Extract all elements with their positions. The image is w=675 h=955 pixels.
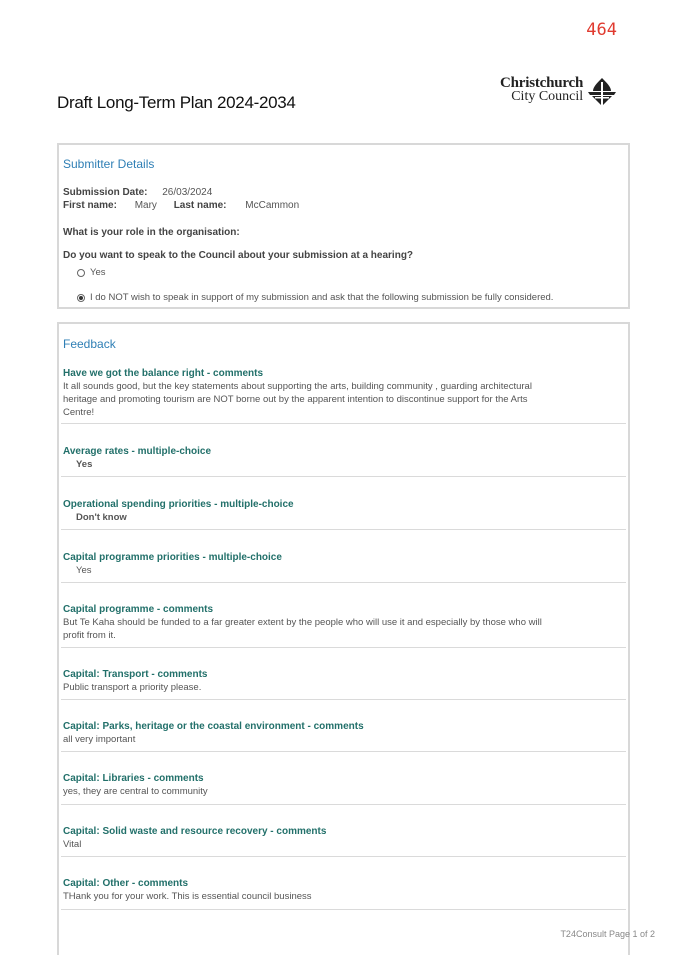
divider <box>61 647 626 648</box>
submission-date-label: Submission Date: <box>63 187 148 198</box>
last-name-value: McCammon <box>245 200 300 211</box>
feedback-answer: yes, they are central to community <box>63 786 208 797</box>
logo-line-2: City Council <box>511 89 584 104</box>
feedback-panel <box>57 322 630 955</box>
logo-line-1: Christchurch <box>500 75 584 91</box>
feedback-item <box>63 445 626 471</box>
feedback-question: Capital: Libraries - comments <box>63 773 204 784</box>
first-name-value: Mary <box>134 200 157 211</box>
divider <box>61 699 626 700</box>
divider <box>61 804 626 805</box>
submitter-section-title: Submitter Details <box>63 157 155 171</box>
feedback-answer: Yes <box>76 459 93 470</box>
feedback-item <box>63 720 626 746</box>
feedback-question: Capital: Transport - comments <box>63 669 208 680</box>
submission-date-value: 26/03/2024 <box>162 187 213 198</box>
feedback-question: Operational spending priorities - multiple-choice <box>63 499 294 510</box>
hearing-option-no-label: I do NOT wish to speak in support of my submission and ask that the following submission be fully considered. <box>90 292 554 303</box>
feedback-question: Capital programme priorities - multiple-choice <box>63 552 282 563</box>
divider <box>61 476 626 477</box>
cathedral-emblem-icon <box>587 77 617 107</box>
feedback-question: Average rates - multiple-choice <box>63 446 212 457</box>
feedback-question: Capital: Parks, heritage or the coastal environment - comments <box>63 721 364 732</box>
feedback-item <box>63 551 626 577</box>
submission-date-row <box>63 187 212 198</box>
hearing-option-yes[interactable] <box>77 267 106 278</box>
feedback-answer: Vital <box>63 839 82 850</box>
hearing-option-yes-label: Yes <box>90 267 106 278</box>
hearing-option-no[interactable] <box>77 292 553 303</box>
divider <box>61 423 626 424</box>
feedback-answer: THank you for your work. This is essential council business <box>63 891 312 902</box>
feedback-answer: Yes <box>76 565 92 576</box>
feedback-item <box>63 367 626 419</box>
page-marker: 464 <box>586 20 617 40</box>
hearing-question: Do you want to speak to the Council about your submission at a hearing? <box>63 250 414 261</box>
radio-no-selected[interactable] <box>77 294 85 302</box>
page-footer: T24Consult Page 1 of 2 <box>560 929 655 939</box>
feedback-question: Capital: Solid waste and resource recovery - comments <box>63 826 327 837</box>
divider <box>61 529 626 530</box>
feedback-item <box>63 877 626 903</box>
document-title: Draft Long-Term Plan 2024-2034 <box>57 93 296 112</box>
feedback-answer: It all sounds good, but the key statements about supporting the arts, building community , guarding architectural heritage and promoting tourism are NOT borne out by the apparent intention to discontinue support for the Arts Centre! <box>63 381 532 418</box>
divider <box>61 856 626 857</box>
feedback-section-title: Feedback <box>63 337 116 351</box>
feedback-item <box>63 772 626 798</box>
first-name-label: First name: <box>63 200 117 211</box>
role-question: What is your role in the organisation: <box>63 227 240 238</box>
feedback-item <box>63 825 626 851</box>
feedback-answer: all very important <box>63 734 136 745</box>
divider <box>61 751 626 752</box>
divider <box>61 909 626 910</box>
feedback-answer: Public transport a priority please. <box>63 682 202 693</box>
submitter-details-panel <box>57 143 630 309</box>
feedback-answer: Don't know <box>76 512 127 523</box>
feedback-question: Capital: Other - comments <box>63 878 189 889</box>
feedback-question: Have we got the balance right - comments <box>63 368 264 379</box>
council-logo <box>500 76 628 108</box>
feedback-item <box>63 498 626 524</box>
radio-yes[interactable] <box>77 269 85 277</box>
logo-text <box>500 76 583 104</box>
divider <box>61 582 626 583</box>
feedback-question: Capital programme - comments <box>63 604 214 615</box>
feedback-item <box>63 668 626 694</box>
name-row <box>63 200 299 211</box>
feedback-answer: But Te Kaha should be funded to a far greater extent by the people who will use it and especially by those who will profit from it. <box>63 617 542 641</box>
last-name-label: Last name: <box>173 200 227 211</box>
feedback-item <box>63 603 626 642</box>
